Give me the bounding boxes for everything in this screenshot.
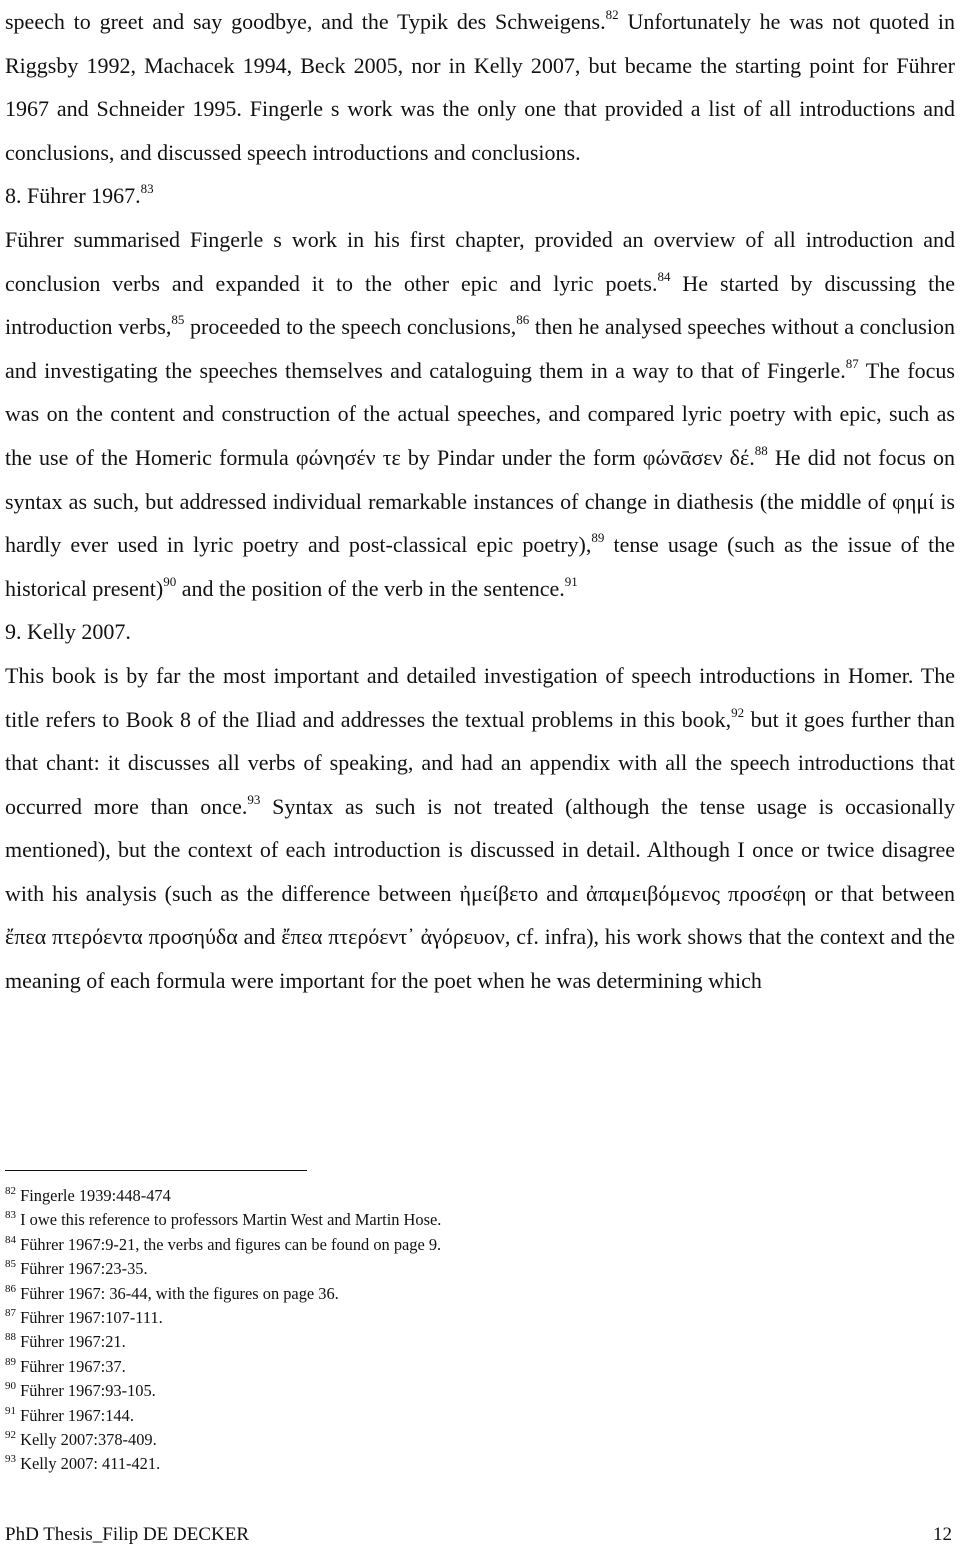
footnote-item — [5, 1208, 905, 1232]
footnote-text: Führer 1967: 36-44, with the figures on page 36. — [20, 1283, 339, 1303]
paragraph — [5, 654, 955, 1003]
footnote-number: 89 — [5, 1355, 16, 1368]
text-run: 9. Kelly 2007. — [5, 619, 131, 645]
footnote-reference[interactable]: 85 — [171, 312, 185, 328]
footnote-text: Kelly 2007:378-409. — [20, 1430, 157, 1450]
footnote-number: 83 — [5, 1209, 16, 1222]
paragraph — [5, 218, 955, 610]
footnote-item — [5, 1452, 905, 1476]
footnote-item — [5, 1428, 905, 1452]
page-footer — [5, 1524, 952, 1546]
footnote-item — [5, 1379, 905, 1403]
page-number: 12 — [933, 1524, 952, 1545]
footnote-number: 90 — [5, 1380, 16, 1393]
footnote-item — [5, 1257, 905, 1281]
footnote-reference[interactable]: 88 — [754, 442, 768, 458]
section-heading — [5, 610, 955, 654]
footnote-item — [5, 1404, 905, 1428]
footnote-text: Führer 1967:21. — [20, 1332, 126, 1352]
footnote-reference[interactable]: 82 — [605, 7, 619, 22]
footnote-text: Führer 1967:93-105. — [20, 1381, 156, 1401]
footnote-number: 82 — [5, 1185, 16, 1197]
footnote-reference[interactable]: 83 — [140, 181, 154, 197]
footnote-number: 93 — [5, 1453, 16, 1466]
footer-author: PhD Thesis_Filip DE DECKER — [5, 1524, 250, 1545]
footnote-item — [5, 1330, 905, 1354]
footnote-item — [5, 1306, 905, 1330]
footnote-number: 91 — [5, 1404, 16, 1417]
footnote-text: Führer 1967:144. — [20, 1405, 134, 1425]
text-run: then he analysed speeches without a conclusion and investigating the speeches themselves and cataloguing them in a way to that of Fingerle. — [5, 314, 955, 383]
text-run: This book is by far the most important and detailed investigation of speech introductions in Homer. The title refers to Book 8 of the Iliad and addresses the textual problems in this book, — [5, 662, 955, 732]
footnote-reference[interactable]: 91 — [564, 573, 578, 589]
text-run: but it goes further than that chant: it discusses all verbs of speaking, and had an appendix with all the speech introductions that occurred more than once. — [5, 706, 955, 819]
footnote-reference[interactable]: 93 — [247, 791, 261, 807]
footnote-item — [5, 1282, 905, 1306]
text-run: speech to greet and say goodbye, and the Typik des Schweigens. — [5, 9, 606, 34]
text-run: proceeded to the speech conclusions, — [184, 314, 517, 340]
footnote-number: 86 — [5, 1282, 16, 1295]
footnote-text: Führer 1967:9-21, the verbs and figures can be found on page 9. — [20, 1234, 442, 1254]
footnote-number: 88 — [5, 1331, 16, 1344]
text-run: Unfortunately he was not quoted in Riggsby 1992, Machacek 1994, Beck 2005, nor in Kelly 2007, but became the starting point for Führer 1967 and Schneider 1995. Fingerle s work was the only one that provided a list of all introductions and conclusions, and discussed speech introductions and conclusions. — [5, 9, 955, 165]
text-run: and the position of the verb in the sentence. — [176, 575, 565, 601]
footnote-text: Führer 1967:37. — [20, 1356, 126, 1376]
footnote-number: 87 — [5, 1307, 16, 1320]
footnote-item — [5, 1355, 905, 1379]
footnote-text: Führer 1967:23-35. — [20, 1259, 148, 1279]
footnote-reference[interactable]: 87 — [845, 355, 859, 371]
footnote-text: Kelly 2007: 411-421. — [20, 1454, 161, 1474]
paragraph — [5, 0, 955, 174]
text-run: Syntax as such is not treated (although the tense usage is occasionally mentioned), but the context of each introduction is discussed in detail. Although I once or twice disagree with his analysis (such as the difference between ἠμείβετο and ἀπαμειβόμενος προσέφη or that between ἔπεα πτερόεντα προσηύδα and ἔπεα πτερόεντ᾽ ἀγόρευον, cf. infra), his work shows that the context and the meaning of each formula were important for the poet when he was determining which — [5, 793, 955, 994]
text-run: He started by discussing the introduction verbs, — [5, 270, 955, 340]
footnote-number: 92 — [5, 1429, 16, 1442]
footnote-number: 85 — [5, 1258, 16, 1271]
footnote-reference[interactable]: 90 — [163, 573, 177, 589]
footnote-text: I owe this reference to professors Martin West and Martin Hose. — [20, 1210, 442, 1230]
footnote-reference[interactable]: 84 — [657, 268, 671, 284]
footnote-text: Fingerle 1939:448-474 — [20, 1186, 171, 1205]
body-text — [5, 0, 955, 1003]
footnotes-list — [5, 1184, 905, 1477]
text-run: Führer summarised Fingerle s work in his first chapter, provided an overview of all introduction and conclusion verbs and expanded it to the other epic and lyric poets. — [5, 226, 955, 296]
footnote-separator — [5, 1170, 307, 1171]
section-heading — [5, 174, 955, 218]
text-run: tense usage (such as the issue of the historical present) — [5, 532, 955, 601]
footnote-reference[interactable]: 89 — [591, 530, 605, 546]
text-run: 8. Führer 1967. — [5, 183, 141, 209]
footnote-item — [5, 1233, 905, 1257]
footnote-number: 84 — [5, 1233, 16, 1246]
text-run: The focus was on the content and construction of the actual speeches, and compared lyric poetry with epic, such as the use of the Homeric formula φώνησέν τε by Pindar under the form φώνᾱσεν δέ. — [5, 357, 955, 470]
text-run: He did not focus on syntax as such, but addressed individual remarkable instances of change in diathesis (the middle of φημί is hardly ever used in lyric poetry and post-classical epic poetry), — [5, 444, 955, 558]
footnote-reference[interactable]: 92 — [731, 704, 745, 720]
footnote-text: Führer 1967:107-111. — [20, 1308, 163, 1328]
footnote-reference[interactable]: 86 — [516, 312, 530, 328]
page — [5, 0, 955, 1003]
footnote-item — [5, 1184, 905, 1208]
